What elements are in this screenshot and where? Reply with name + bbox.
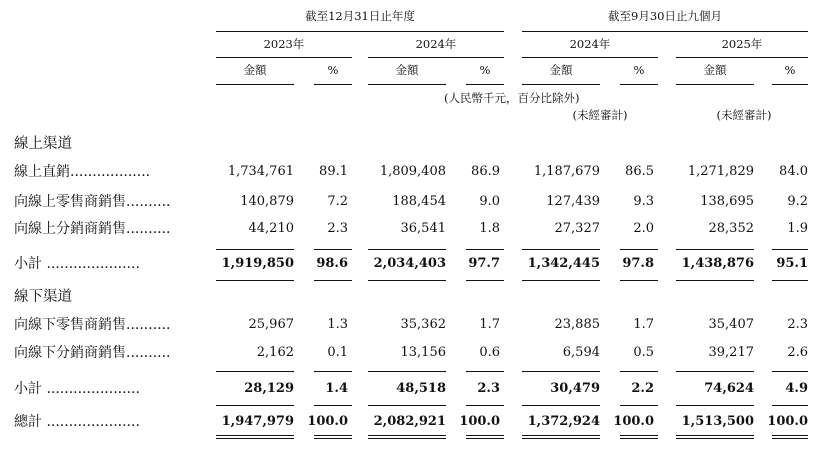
amount-header: 金額 — [703, 63, 727, 77]
percent-header: % — [327, 63, 339, 77]
subtotal-rule — [522, 371, 600, 372]
amount-cell: 1,187,679 — [533, 164, 600, 179]
subtotal-rule — [620, 371, 658, 372]
dot-leader: .................. — [70, 164, 151, 180]
amount-cell: 1,947,979 — [221, 414, 294, 429]
amount-cell: 140,879 — [240, 194, 294, 209]
row-label: 向線下零售商銷售.......... — [14, 317, 171, 333]
total-double-rule — [466, 438, 504, 439]
percent-cell: 1.8 — [479, 221, 500, 236]
total-rule — [314, 405, 352, 406]
subheader-rule — [522, 84, 600, 85]
amount-header: 金額 — [549, 63, 573, 77]
amount-cell: 2,082,921 — [373, 414, 446, 429]
total-double-rule — [368, 438, 446, 439]
percent-cell: 95.1 — [776, 256, 808, 271]
amount-cell: 138,695 — [700, 194, 754, 209]
subtotal-rule — [216, 371, 294, 372]
percent-cell: 100.0 — [767, 414, 808, 429]
dot-leader: .......... — [126, 194, 171, 210]
amount-cell: 2,034,403 — [373, 256, 446, 271]
total-double-rule — [772, 438, 808, 439]
dot-leader: .......... — [126, 345, 171, 361]
row-label: 向線上零售商銷售.......... — [14, 194, 171, 210]
total-rule — [522, 405, 600, 406]
subtotal-rule — [772, 249, 808, 250]
year-header-2025-nine-months: 2025年 — [721, 37, 763, 51]
subtotal-rule — [772, 371, 808, 372]
subheader-rule — [620, 84, 658, 85]
subheader-rule — [676, 84, 754, 85]
percent-cell: 100.0 — [613, 414, 654, 429]
amount-cell: 23,885 — [554, 317, 600, 332]
total-double-rule — [676, 438, 754, 439]
total-double-rule — [522, 435, 600, 436]
total-double-rule — [216, 435, 294, 436]
section-online-channels: 線上渠道 — [14, 136, 72, 152]
percent-cell: 98.6 — [316, 256, 348, 271]
percent-header: % — [784, 63, 796, 77]
percent-cell: 0.6 — [479, 345, 500, 360]
year-rule — [368, 57, 504, 58]
dot-leader: .......... — [126, 317, 171, 333]
percent-cell: 86.9 — [471, 164, 500, 179]
amount-cell: 25,967 — [248, 317, 294, 332]
total-double-rule — [620, 435, 658, 436]
percent-cell: 2.6 — [787, 345, 808, 360]
unaudited-note: (未經審計) — [716, 108, 772, 122]
percent-cell: 1.4 — [325, 381, 348, 396]
amount-header: 金額 — [243, 63, 267, 77]
total-double-rule — [368, 435, 446, 436]
row-label: 小計 ..................... — [14, 256, 140, 272]
percent-header: % — [633, 63, 645, 77]
row-label: 向線上分銷商銷售.......... — [14, 221, 171, 237]
amount-cell: 74,624 — [704, 381, 754, 396]
amount-cell: 30,479 — [550, 381, 600, 396]
amount-cell: 1,919,850 — [221, 256, 294, 271]
amount-cell: 48,518 — [396, 381, 446, 396]
amount-cell: 1,513,500 — [681, 414, 754, 429]
row-label: 線上直銷.................. — [14, 164, 151, 180]
percent-cell: 9.2 — [787, 194, 808, 209]
amount-cell: 127,439 — [546, 194, 600, 209]
subtotal-rule — [216, 249, 294, 250]
amount-cell: 1,809,408 — [379, 164, 446, 179]
amount-cell: 188,454 — [392, 194, 446, 209]
header-nine-month-period: 截至9月30日止九個月 — [608, 9, 722, 23]
amount-cell: 36,541 — [400, 221, 446, 236]
total-double-rule — [314, 438, 352, 439]
section-offline-channels: 線下渠道 — [14, 289, 72, 305]
year-header-2023: 2023年 — [263, 37, 305, 51]
total-double-rule — [466, 435, 504, 436]
subtotal-rule — [620, 249, 658, 250]
percent-cell: 1.3 — [327, 317, 348, 332]
amount-cell: 35,362 — [400, 317, 446, 332]
total-double-rule — [522, 438, 600, 439]
year-rule — [522, 57, 658, 58]
total-rule — [620, 405, 658, 406]
dot-leader: .......... — [126, 221, 171, 237]
amount-header: 金額 — [395, 63, 419, 77]
subtotal-rule — [466, 280, 504, 281]
total-double-rule — [620, 438, 658, 439]
amount-cell: 6,594 — [562, 345, 600, 360]
subtotal-rule — [314, 371, 352, 372]
subtotal-rule — [522, 280, 600, 281]
total-double-rule — [216, 438, 294, 439]
percent-cell: 89.1 — [319, 164, 348, 179]
total-rule — [216, 405, 294, 406]
amount-cell: 44,210 — [248, 221, 294, 236]
percent-cell: 100.0 — [459, 414, 500, 429]
subtotal-rule — [368, 280, 446, 281]
amount-cell: 1,342,445 — [527, 256, 600, 271]
subtotal-rule — [466, 371, 504, 372]
percent-cell: 4.9 — [785, 381, 808, 396]
subtotal-rule — [772, 280, 808, 281]
amount-cell: 1,734,761 — [227, 164, 294, 179]
percent-cell: 0.5 — [633, 345, 654, 360]
percent-cell: 84.0 — [779, 164, 808, 179]
total-double-rule — [314, 435, 352, 436]
subtotal-rule — [216, 280, 294, 281]
amount-cell: 27,327 — [554, 221, 600, 236]
percent-cell: 97.8 — [622, 256, 654, 271]
total-rule — [368, 405, 446, 406]
percent-cell: 97.7 — [468, 256, 500, 271]
subtotal-rule — [368, 371, 446, 372]
header-rule — [522, 31, 808, 32]
total-double-rule — [772, 435, 808, 436]
percent-cell: 9.0 — [479, 194, 500, 209]
row-label: 向線下分銷商銷售.......... — [14, 345, 171, 361]
subtotal-rule — [314, 280, 352, 281]
subtotal-rule — [676, 249, 754, 250]
unit-note: (人民幣千元，百分比除外) — [444, 91, 580, 105]
header-rule — [216, 31, 504, 32]
subtotal-rule — [368, 249, 446, 250]
amount-cell: 1,372,924 — [527, 414, 600, 429]
percent-cell: 86.5 — [625, 164, 654, 179]
percent-cell: 9.3 — [633, 194, 654, 209]
percent-cell: 2.0 — [633, 221, 654, 236]
amount-cell: 13,156 — [400, 345, 446, 360]
year-header-2024: 2024年 — [415, 37, 457, 51]
subtotal-rule — [314, 249, 352, 250]
percent-cell: 2.3 — [327, 221, 348, 236]
subtotal-rule — [676, 371, 754, 372]
amount-cell: 1,438,876 — [681, 256, 754, 271]
subheader-rule — [314, 84, 352, 85]
amount-cell: 1,271,829 — [687, 164, 754, 179]
row-label: 總計 ..................... — [14, 414, 140, 430]
amount-cell: 28,352 — [708, 221, 754, 236]
percent-cell: 2.3 — [787, 317, 808, 332]
year-header-2024-nine-months: 2024年 — [569, 37, 611, 51]
total-double-rule — [676, 435, 754, 436]
dot-leader: ..................... — [42, 381, 140, 397]
percent-cell: 0.1 — [327, 345, 348, 360]
percent-cell: 1.7 — [479, 317, 500, 332]
subheader-rule — [466, 84, 504, 85]
amount-cell: 2,162 — [256, 345, 294, 360]
percent-cell: 7.2 — [327, 194, 348, 209]
subheader-rule — [772, 84, 808, 85]
total-rule — [676, 405, 754, 406]
subtotal-rule — [620, 280, 658, 281]
header-annual-period: 截至12月31日止年度 — [305, 9, 415, 23]
subtotal-rule — [676, 280, 754, 281]
percent-cell: 1.7 — [633, 317, 654, 332]
subheader-rule — [368, 84, 446, 85]
year-rule — [676, 57, 808, 58]
amount-cell: 28,129 — [244, 381, 294, 396]
total-rule — [466, 405, 504, 406]
percent-cell: 2.2 — [631, 381, 654, 396]
total-rule — [772, 405, 808, 406]
amount-cell: 35,407 — [708, 317, 754, 332]
percent-cell: 1.9 — [787, 221, 808, 236]
row-label: 小計 ..................... — [14, 381, 140, 397]
percent-cell: 2.3 — [477, 381, 500, 396]
unaudited-note: (未經審計) — [572, 108, 628, 122]
subtotal-rule — [522, 249, 600, 250]
subtotal-rule — [466, 249, 504, 250]
dot-leader: ..................... — [42, 414, 140, 430]
dot-leader: ..................... — [42, 256, 140, 272]
subheader-rule — [216, 84, 294, 85]
amount-cell: 39,217 — [708, 345, 754, 360]
percent-cell: 100.0 — [307, 414, 348, 429]
year-rule — [216, 57, 352, 58]
percent-header: % — [479, 63, 491, 77]
